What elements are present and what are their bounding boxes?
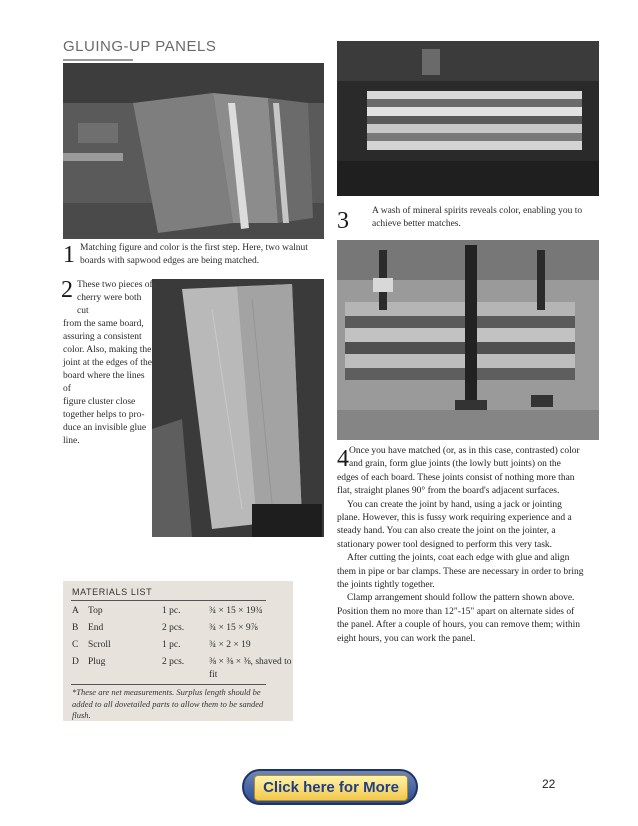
part-name: End [88, 623, 104, 633]
body-line: the joints tightly together. [337, 580, 435, 591]
body-line: steady hand. You can also create the joint on the jointer, a [337, 526, 556, 537]
part-letter: B [72, 623, 79, 633]
materials-rule-bottom [71, 684, 266, 685]
part-qty: 1 pc. [162, 606, 181, 616]
step-number-4: 4 [337, 446, 349, 472]
step-1-caption: Matching figure and color is the first step. Here, two walnut boards with sapwood edges are being matched. [80, 243, 308, 266]
part-size: ¾ × 15 × 19¾ [209, 606, 263, 616]
caption-line: line. [63, 436, 80, 446]
materials-rule [71, 600, 266, 601]
caption-line: board where the lines of [63, 371, 145, 394]
step-4-body [337, 445, 601, 646]
page-number: 22 [542, 777, 556, 791]
photo-walnut-boards [63, 63, 324, 239]
caption-line: figure cluster close [63, 397, 136, 407]
caption-line: joint at the edges of the [63, 358, 152, 368]
body-line: flat, straight planes 90° from the board's adjacent surfaces. [337, 486, 560, 497]
part-name: Top [88, 606, 103, 616]
caption-line: together helps to pro- [63, 410, 145, 420]
photo-cherry-boards [152, 279, 324, 537]
caption-line: assuring a consistent [63, 332, 142, 342]
part-qty: 2 pcs. [162, 657, 185, 667]
caption-line: These two pieces of [77, 280, 153, 290]
photo-clamped-panel [337, 240, 599, 440]
part-name: Plug [88, 657, 106, 667]
body-line: After cutting the joints, coat each edge with glue and align [347, 553, 570, 564]
materials-note: *These are net measurements. Surplus length should be added to all dovetailed parts to allow them to be sanded flush. [72, 687, 264, 720]
body-line: edges of each board. These joints consist of nothing more than [337, 472, 575, 483]
body-line: Position them no more than 12"-15" apart on alternate sides of [337, 606, 575, 617]
title-underline [63, 59, 133, 61]
body-line: stationary power tool designed to perform this very task. [337, 539, 553, 550]
caption-line: cherry were both cut [77, 293, 142, 316]
body-line: You can create the joint by hand, using a jack or jointing [347, 499, 562, 510]
body-line: the panel. After a couple of hours, you can remove them; within [337, 620, 580, 631]
step-2-caption [63, 279, 153, 448]
caption-line: color. Also, making the [63, 345, 152, 355]
part-qty: 1 pc. [162, 640, 181, 650]
step-3-caption: A wash of mineral spirits reveals color, enabling you to achieve better matches. [372, 206, 583, 229]
part-qty: 2 pcs. [162, 623, 185, 633]
part-letter: D [72, 657, 79, 667]
click-here-for-more-button[interactable] [242, 769, 418, 805]
part-size: ¾ × 15 × 9⅞ [209, 623, 258, 633]
body-line: Clamp arrangement should follow the pattern shown above. [347, 593, 575, 604]
part-size: ⅜ × ⅜ × ⅜, shaved to [209, 657, 292, 667]
part-name: Scroll [88, 640, 111, 650]
materials-title: MATERIALS LIST [72, 587, 153, 597]
body-line: eight hours, you can work the panel. [337, 633, 476, 644]
section-title: GLUING-UP PANELS [63, 38, 217, 55]
step-number-3: 3 [337, 208, 349, 234]
part-size-continued: fit [209, 670, 218, 680]
caption-line: from the same board, [63, 319, 144, 329]
body-line: Once you have matched (or, as in this case, contrasted) color [349, 446, 580, 456]
more-button-label: Click here for More [254, 775, 408, 801]
photo-mineral-spirits-boards [337, 41, 599, 196]
body-line: and grain, form glue joints (the lowly butt joints) on the [349, 459, 561, 470]
body-line: plane. However, this is fussy work requiring experience and a [337, 513, 572, 524]
body-line: them in pipe or bar clamps. These are necessary in order to bring [337, 566, 584, 577]
part-size: ¾ × 2 × 19 [209, 640, 251, 650]
part-letter: A [72, 606, 79, 616]
part-letter: C [72, 640, 79, 650]
materials-list [63, 581, 293, 721]
step-number-1: 1 [63, 242, 75, 268]
step-number-2: 2 [61, 277, 73, 303]
caption-line: duce an invisible glue [63, 423, 147, 433]
